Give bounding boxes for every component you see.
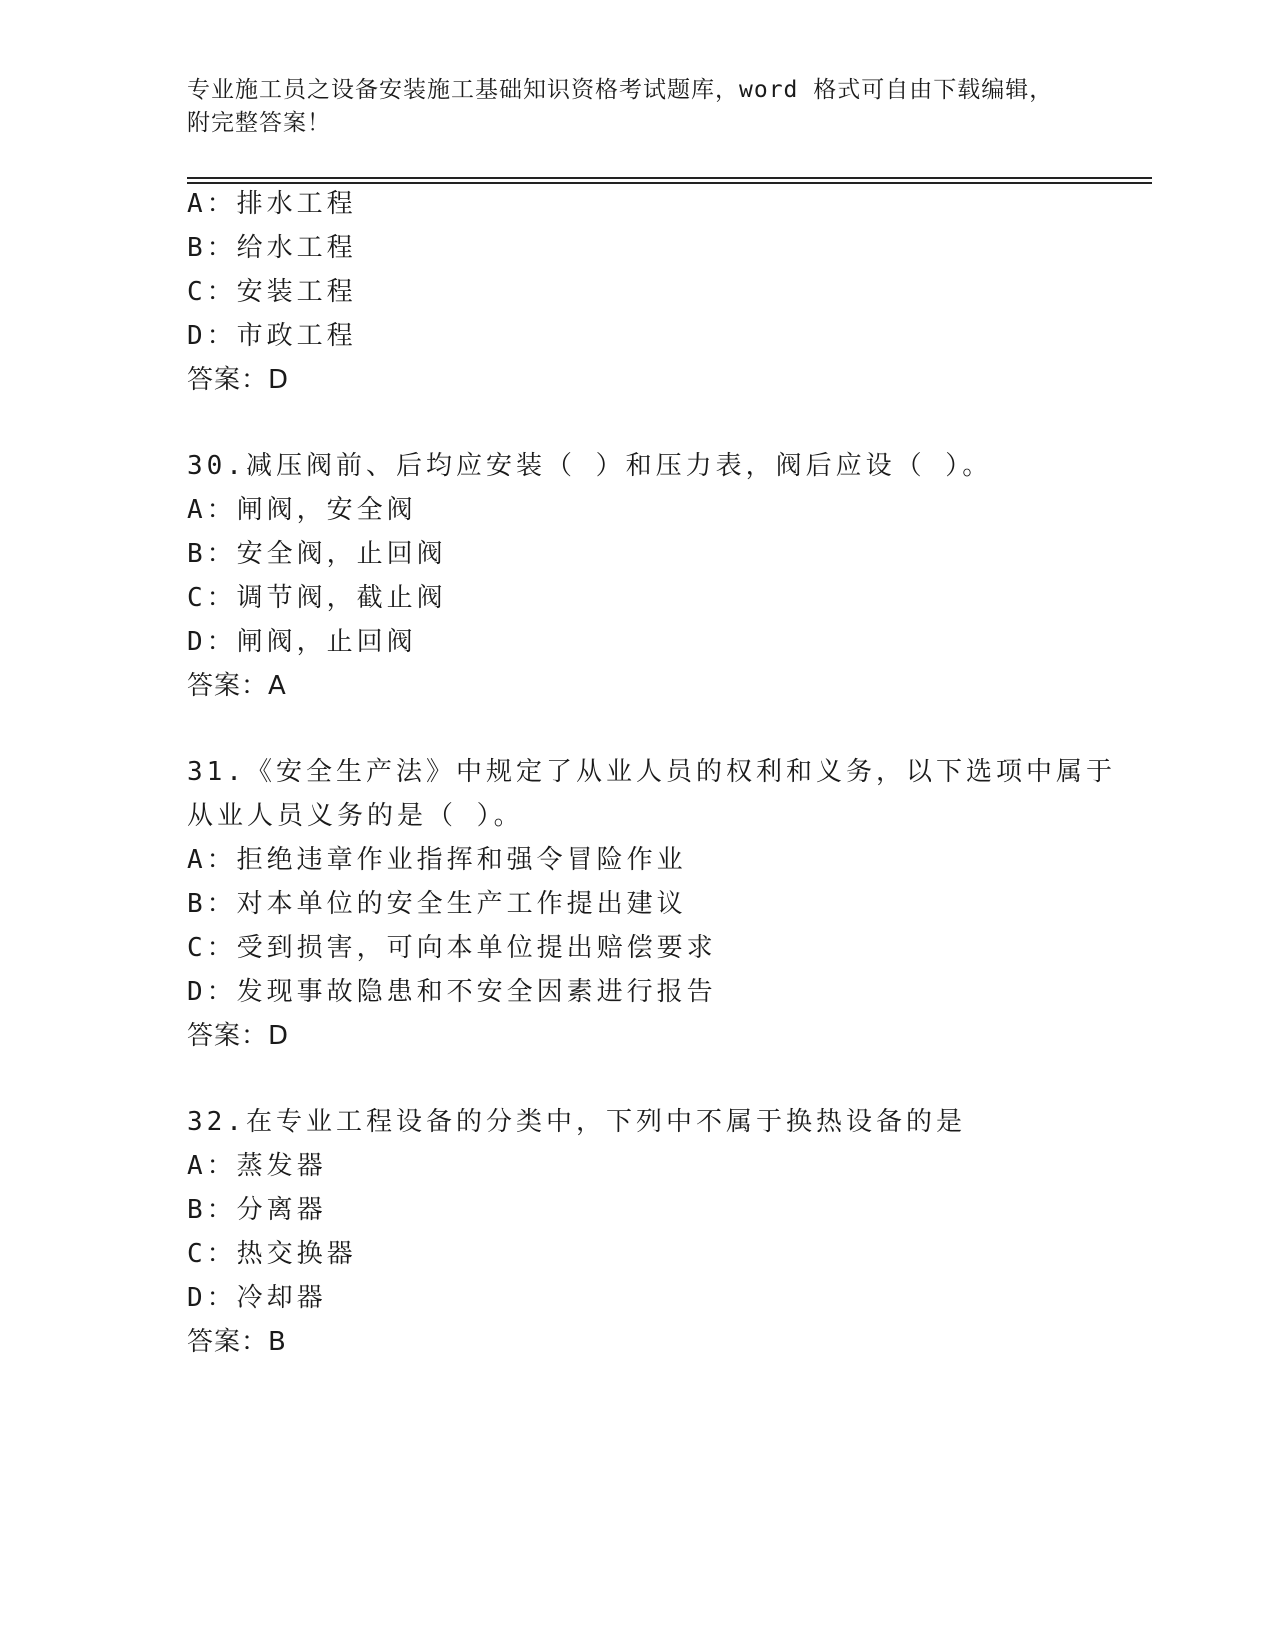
q31-question-line-1: 31.《安全生产法》中规定了从业人员的权利和义务，以下选项中属于 — [187, 757, 1116, 787]
q31-question-line-2: 从业人员义务的是（ ）。 — [187, 801, 524, 831]
q29-option-b: B：给水工程 — [187, 233, 357, 263]
q31-answer: 答案：D — [187, 1021, 290, 1051]
q29-option-d: D：市政工程 — [187, 321, 357, 351]
q30-question: 30.减压阀前、后均应安装（ ）和压力表，阀后应设（ ）。 — [187, 451, 993, 481]
q31-option-c: C：受到损害，可向本单位提出赔偿要求 — [187, 933, 717, 963]
q30-option-a: A：闸阀，安全阀 — [187, 495, 417, 525]
q32-option-c: C：热交换器 — [187, 1239, 357, 1269]
q31-option-a: A：拒绝违章作业指挥和强令冒险作业 — [187, 845, 687, 875]
q32-question: 32.在专业工程设备的分类中，下列中不属于换热设备的是 — [187, 1107, 966, 1137]
q29-option-c: C：安装工程 — [187, 277, 357, 307]
q30-answer: 答案：A — [187, 671, 287, 701]
header-divider-bottom — [187, 182, 1152, 184]
q32-option-b: B：分离器 — [187, 1195, 327, 1225]
header-divider-top — [187, 177, 1152, 179]
q32-option-a: A：蒸发器 — [187, 1151, 327, 1181]
q30-option-d: D：闸阀，止回阀 — [187, 627, 417, 657]
q32-answer: 答案：B — [187, 1327, 287, 1357]
q29-option-a: A：排水工程 — [187, 189, 357, 219]
q32-option-d: D：冷却器 — [187, 1283, 327, 1313]
q31-option-b: B：对本单位的安全生产工作提出建议 — [187, 889, 687, 919]
q29-answer: 答案：D — [187, 365, 290, 395]
q30-option-b: B：安全阀，止回阀 — [187, 539, 447, 569]
document-header: 专业施工员之设备安装施工基础知识资格考试题库，word 格式可自由下载编辑，附完整答案！ — [187, 77, 1054, 136]
q30-option-c: C：调节阀，截止阀 — [187, 583, 447, 613]
q31-option-d: D：发现事故隐患和不安全因素进行报告 — [187, 977, 717, 1007]
